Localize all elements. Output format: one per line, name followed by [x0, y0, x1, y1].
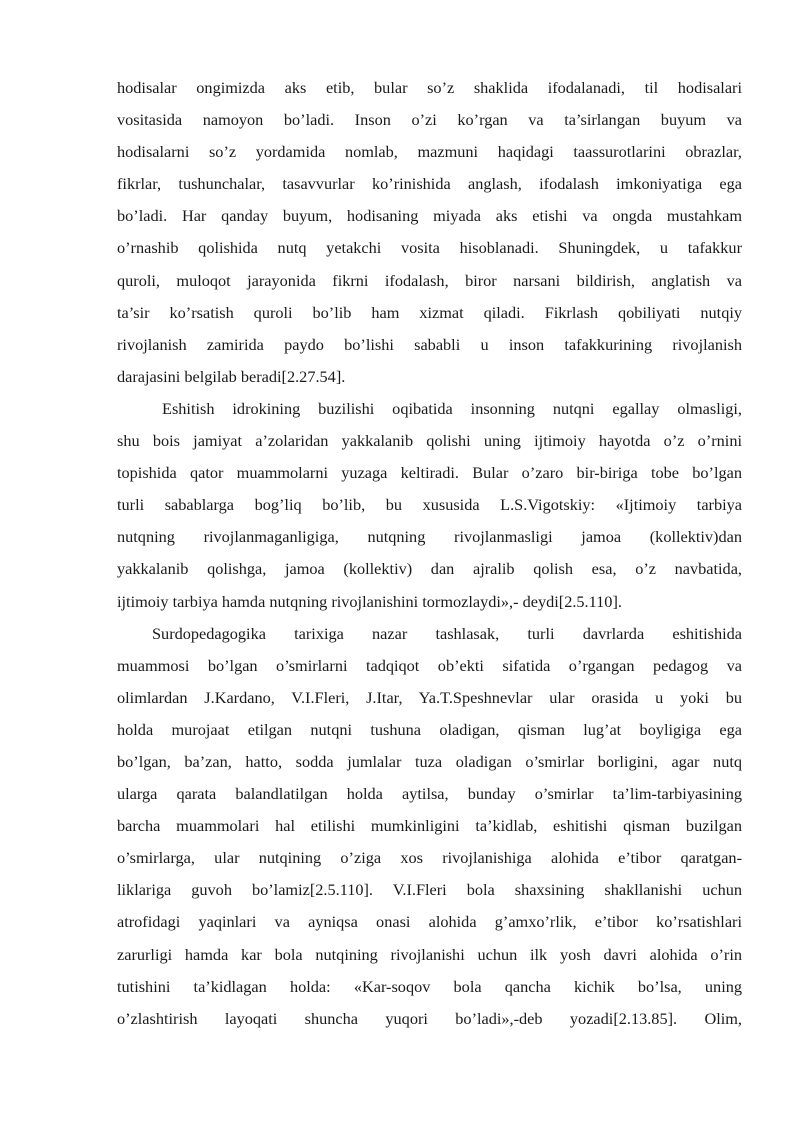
paragraph-2-line: ijtimoiy tarbiya hamda nutqning rivojlanishini tormozlaydi»,- deydi[2.5.110].: [117, 591, 622, 611]
paragraph-1-line: bo’ladi. Har qanday buyum, hodisaning miyada aks etishi va ongda mustahkam: [117, 206, 742, 226]
paragraph-1-line: quroli, muloqot jarayonida fikrni ifodalash, biror narsani bildirish, anglatish va: [117, 270, 742, 290]
paragraph-3-line: ularga qarata balandlatilgan holda aytilsa, bunday o’smirlar ta’lim-tarbiyasining: [117, 784, 742, 804]
paragraph-3-line: o’smirlarga, ular nutqining o’ziga xos rivojlanishiga alohida e’tibor qaratgan-: [117, 848, 742, 868]
paragraph-1-line: ta’sir ko’rsatish quroli bo’lib ham xizmat qiladi. Fikrlash qobiliyati nutqiy: [117, 302, 742, 322]
paragraph-3-line: atrofidagi yaqinlari va ayniqsa onasi alohida g’amxo’rlik, e’tibor ko’rsatishlari: [117, 912, 742, 932]
paragraph-1-line: hodisalar ongimizda aks etib, bular so’z shaklida ifodalanadi, til hodisalari: [117, 78, 742, 97]
paragraph-3-line: tutishini ta’kidlagan holda: «Kar-soqov bola qancha kichik bo’lsa, uning: [117, 976, 742, 996]
paragraph-3-line: olimlardan J.Kardano, V.I.Fleri, J.Itar, Ya.T.Speshnevlar ular orasida u yoki bu: [117, 687, 742, 707]
paragraph-1-line: fikrlar, tushunchalar, tasavvurlar ko’rinishida anglash, ifodalash imkoniyatiga ega: [117, 174, 742, 194]
paragraph-1-line: rivojlanish zamirida paydo bo’lishi sababli u inson tafakkurining rivojlanish: [117, 334, 742, 354]
paragraph-1-line: o’rnashib qolishida nutq yetakchi vosita hisoblanadi. Shuningdek, u tafakkur: [117, 238, 742, 258]
paragraph-1-line: darajasini belgilab beradi[2.27.54].: [117, 366, 346, 386]
paragraph-3-line: barcha muammolari hal etilishi mumkinligini ta’kidlab, eshitishi qisman buzilgan: [117, 816, 742, 836]
paragraph-3-line: Surdopedagogika tarixiga nazar tashlasak, turli davrlarda eshitishida: [152, 623, 742, 643]
paragraph-2-line: turli sabablarga bog’liq bo’lib, bu xususida L.S.Vigotskiy: «Ijtimoiy tarbiya: [117, 495, 742, 515]
paragraph-2-line: topishida qator muammolarni yuzaga keltiradi. Bular o’zaro bir-biriga tobe bo’lgan: [117, 463, 742, 483]
paragraph-3-line: muammosi bo’lgan o’smirlarni tadqiqot ob’ekti sifatida o’rgangan pedagog va: [117, 655, 742, 675]
paragraph-1-line: vositasida namoyon bo’ladi. Inson o’zi ko’rgan va ta’sirlangan buyum va: [117, 110, 742, 130]
paragraph-3-line: bo’lgan, ba’zan, hatto, sodda jumlalar tuza oladigan o’smirlar borligini, agar nutq: [117, 751, 742, 771]
body-text: [117, 72, 742, 1035]
paragraph-3-line: zarurligi hamda kar bola nutqining rivojlanishi uchun ilk yosh davri alohida o’rin: [117, 944, 742, 964]
paragraph-3-line: liklariga guvoh bo’lamiz[2.5.110]. V.I.Fleri bola shaxsining shakllanishi uchun: [117, 880, 742, 900]
paragraph-2-line: Eshitish idrokining buzilishi oqibatida insonning nutqni egallay olmasligi,: [162, 398, 742, 418]
paragraph-1-line: hodisalarni so’z yordamida nomlab, mazmuni haqidagi taassurotlarini obrazlar,: [117, 142, 742, 162]
paragraph-2-line: nutqning rivojlanmaganligiga, nutqning rivojlanmasligi jamoa (kollektiv)dan: [117, 527, 742, 547]
paragraph-3-line: holda murojaat etilgan nutqni tushuna oladigan, qisman lug’at boyligiga ega: [117, 719, 742, 739]
paragraph-3-line: o’zlashtirish layoqati shuncha yuqori bo’ladi»,-deb yozadi[2.13.85]. Olim,: [117, 1008, 742, 1028]
paragraph-2-line: yakkalanib qolishga, jamoa (kollektiv) dan ajralib qolish esa, o’z navbatida,: [117, 559, 742, 579]
paragraph-2-line: shu bois jamiyat a’zolaridan yakkalanib qolishi uning ijtimoiy hayotda o’z o’rnini: [117, 431, 742, 451]
